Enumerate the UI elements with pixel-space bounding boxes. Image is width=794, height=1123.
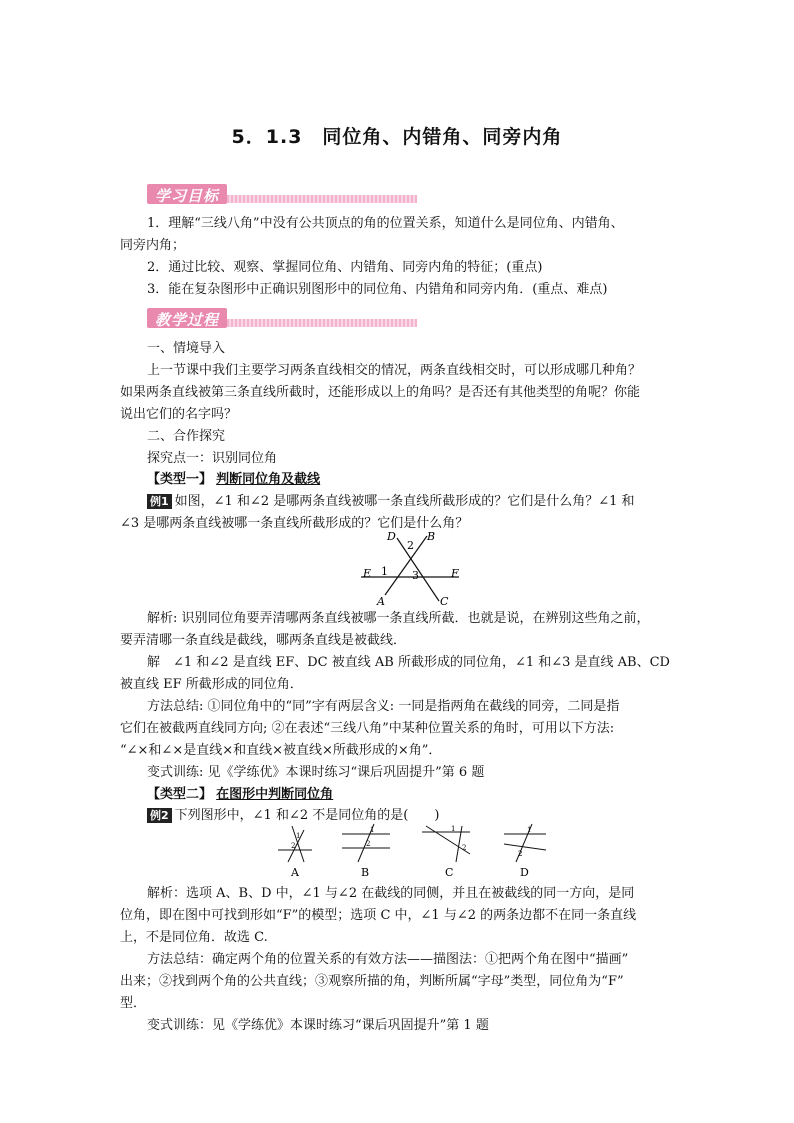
line-ab — [385, 536, 427, 595]
option-c-label: C — [445, 866, 454, 879]
label-c: C — [440, 595, 449, 607]
type-2-title: 在图形中判断同位角 — [216, 787, 334, 802]
option-d-angle-1: 1 — [527, 826, 532, 834]
option-b-angle-1: 1 — [370, 826, 375, 834]
summary-2-line-3: 型． — [120, 996, 147, 1011]
label-b: B — [427, 530, 436, 543]
type-1-title: 判断同位角及截线 — [216, 472, 321, 487]
option-b-figure — [342, 824, 390, 879]
figure-1 — [355, 527, 465, 607]
type-2-tag: 【类型二】 — [147, 787, 213, 802]
intro-line-2: 如果两条直线被第三条直线所截时，还能形成以上的角吗？是否还有其他类型的角呢？你能 — [120, 385, 641, 400]
process-label: 教学过程 — [155, 311, 220, 329]
example-2-badge: 例2 — [147, 808, 172, 823]
analysis-1-line-2: 要弄清哪一条直线是截线，哪两条直线是被截线． — [120, 633, 407, 648]
type-1-heading — [147, 469, 707, 491]
label-1: 1 — [381, 565, 388, 578]
training-2: 变式训练：见《学练优》本课时练习“课后巩固提升”第 1 题 — [147, 1018, 489, 1033]
label-3: 3 — [412, 569, 419, 582]
goals-label: 学习目标 — [155, 187, 220, 205]
goal-1-cont: 同旁内角； — [120, 238, 186, 253]
label-2: 2 — [407, 539, 414, 552]
example-1-badge: 例1 — [147, 494, 172, 509]
intro-line-3: 说出它们的名字吗？ — [120, 407, 238, 422]
example-1-question — [147, 491, 707, 513]
explore-point-1: 探究点一：识别同位角 — [147, 451, 278, 466]
option-b-angle-2: 2 — [366, 840, 371, 848]
option-a-figure — [278, 826, 312, 879]
label-d: D — [387, 530, 396, 543]
label-f: F — [451, 567, 459, 580]
type-1-tag: 【类型一】 — [147, 472, 213, 487]
label-a: A — [377, 595, 385, 607]
option-a-label: A — [291, 866, 299, 879]
option-d-figure — [504, 824, 546, 879]
option-a-angle-2: 2 — [291, 842, 296, 850]
example-1-line-2: ∠3 是哪两条直线被哪一条直线所截形成的？它们是什么角？ — [120, 516, 469, 531]
option-c-figure — [422, 825, 470, 879]
analysis-2-line-3: 上，不是同位角．故选 C. — [120, 930, 268, 945]
solution-1-line-2: 被直线 EF 所截形成的同位角． — [120, 677, 303, 692]
process-section-header — [147, 308, 417, 328]
analysis-2-line-2: 位角，即在图中可找到形如“F”的模型；选项 C 中，∠1 与∠2 的两条边都不在同一条直线 — [120, 908, 637, 923]
goals-section-header — [147, 184, 417, 204]
option-a-angle-1: 1 — [296, 832, 301, 840]
summary-2-line-1: 方法总结：确定两个角的位置关系的有效方法——描图法：①把两个角在图中“描画” — [147, 952, 629, 967]
page-title: 5．1.3 同位角、内错角、同旁内角 — [231, 126, 563, 148]
option-b-label: B — [361, 866, 370, 879]
analysis-2-line-1: 解析：选项 A、B、D 中，∠1 与∠2 在截线的同侧，并且在被截线的同一方向，是同 — [147, 886, 635, 901]
intro-line-1: 上一节课中我们主要学习两条直线相交的情况，两条直线相交时，可以形成哪几种角？ — [147, 363, 642, 378]
summary-2-line-2: 出来；②找到两个角的公共直线；③观察所描的角，判断所属“字母”类型，同位角为“F” — [120, 974, 624, 989]
analysis-1-line-1: 解析: 识别同位角要弄清哪两条直线被哪一条直线所截．也就是说，在辨别这些角之前， — [147, 611, 650, 626]
goal-1: 1．理解“三线八角”中没有公共顶点的角的位置关系，知道什么是同位角、内错角、 — [147, 216, 624, 231]
figure-2-options — [270, 822, 560, 880]
example-2-text: 下列图形中，∠1 和∠2 不是同位角的是( ) — [174, 808, 440, 823]
training-1: 变式训练: 见《学练优》本课时练习“课后巩固提升”第 6 题 — [147, 765, 485, 780]
summary-1-line-1: 方法总结: ①同位角中的“同”字有两层含义: 一同是指两角在截线的同旁，二同是指 — [147, 699, 620, 714]
heading-intro: 一、情境导入 — [147, 341, 226, 356]
option-c-angle-2: 2 — [462, 844, 467, 852]
goal-2: 2．通过比较、观察、掌握同位角、内错角、同旁内角的特征；(重点) — [147, 260, 543, 275]
option-d-angle-2: 2 — [518, 850, 523, 858]
summary-1-line-2: 它们在被截两直线同方向; ②在表述“三线八角”中某种位置关系的角时，可用以下方法: — [120, 721, 615, 736]
type-2-heading — [147, 784, 707, 806]
option-d-label: D — [520, 866, 529, 879]
summary-1-line-3: “∠×和∠×是直线×和直线×被直线×所截形成的×角”． — [120, 743, 442, 758]
option-c-angle-1: 1 — [451, 825, 456, 833]
goal-3: 3．能在复杂图形中正确识别图形中的同位角、内错角和同旁内角．(重点、难点) — [147, 282, 608, 297]
heading-explore: 二、合作探究 — [147, 429, 226, 444]
example-1-line-1: 如图，∠1 和∠2 是哪两条直线被哪一条直线所截形成的？它们是什么角？∠1 和 — [174, 494, 635, 509]
label-e: E — [363, 567, 372, 580]
solution-1-line-1: 解 ∠1 和∠2 是直线 EF、DC 被直线 AB 所截形成的同位角，∠1 和∠3 是直线 AB、CD — [147, 655, 670, 670]
